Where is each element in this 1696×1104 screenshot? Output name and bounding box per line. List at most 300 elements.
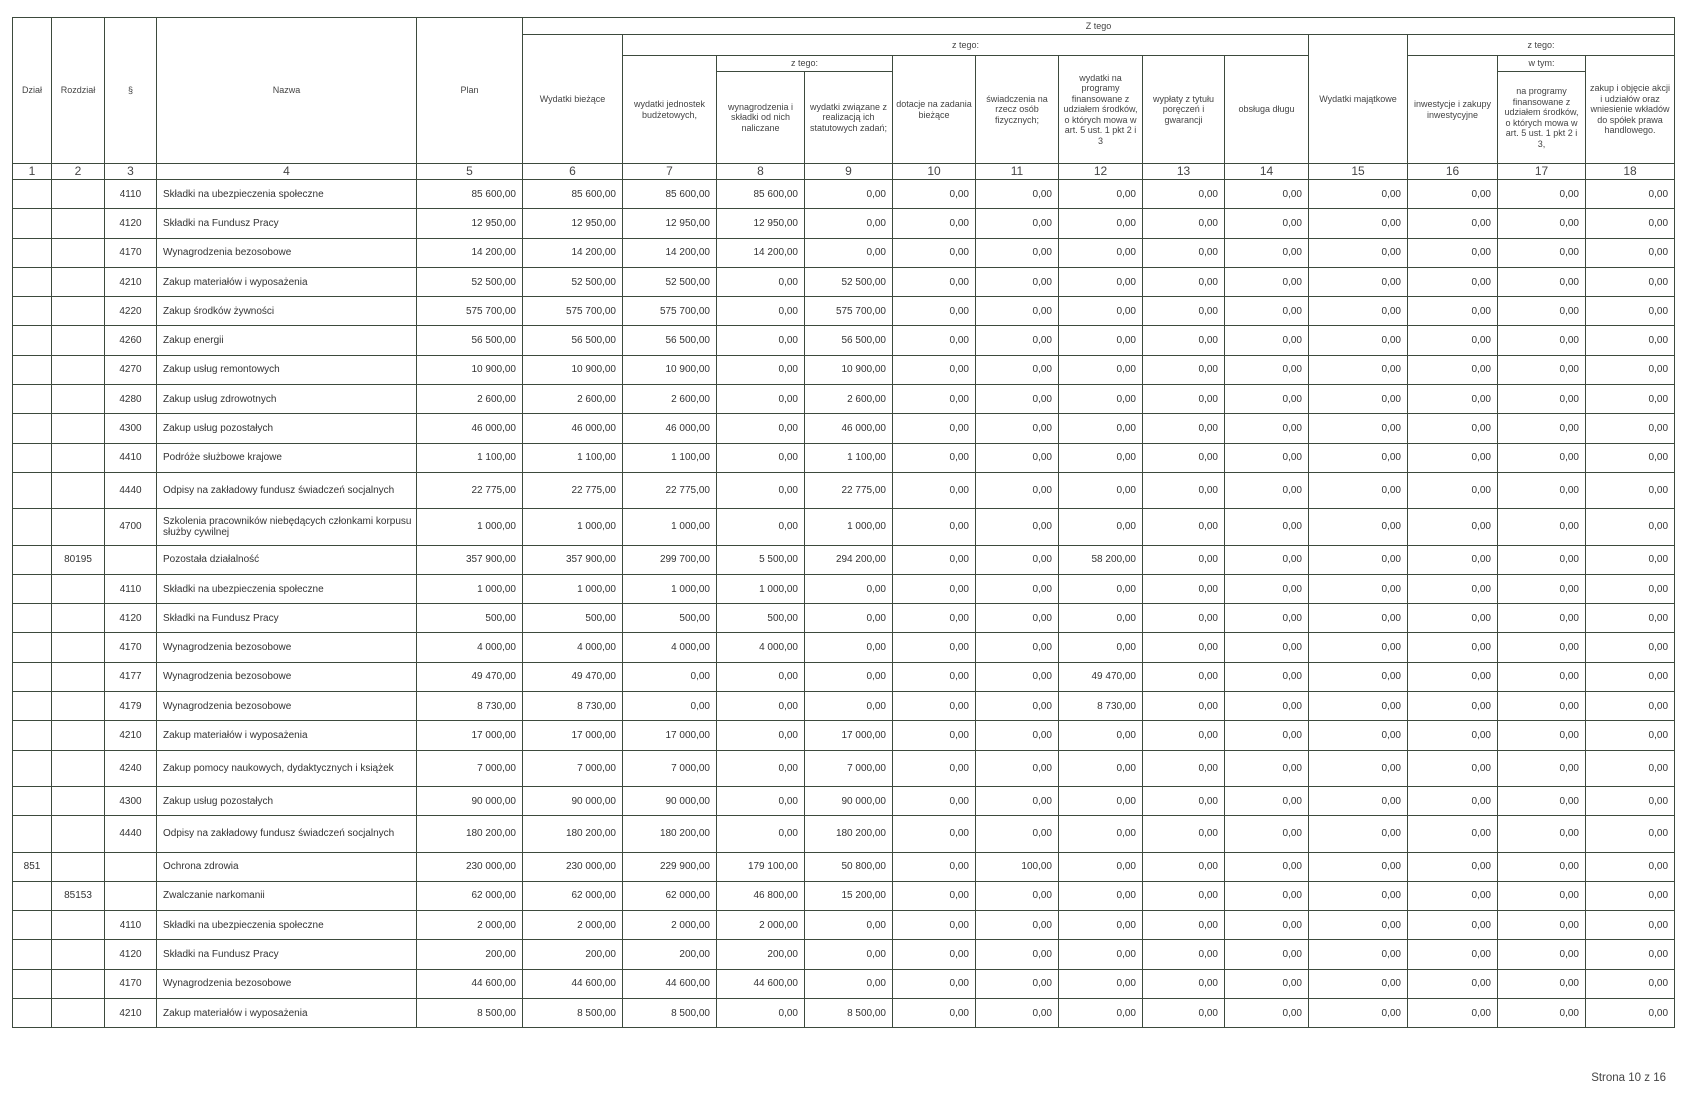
cell-amount: 100,00 [976, 852, 1059, 881]
cell-amount: 0,00 [1408, 355, 1498, 384]
cell-paragraf: 4300 [105, 786, 157, 815]
cell-dzial [13, 662, 52, 691]
cell-amount: 0,00 [1498, 414, 1586, 443]
cell-nazwa: Pozostała działalność [157, 545, 417, 574]
cell-amount: 1 000,00 [417, 574, 523, 603]
cell-amount: 0,00 [1143, 414, 1225, 443]
cell-amount: 0,00 [976, 326, 1059, 355]
cell-amount: 1 000,00 [417, 509, 523, 545]
cell-amount: 0,00 [1586, 662, 1675, 691]
cell-amount: 0,00 [976, 750, 1059, 786]
cell-amount: 0,00 [805, 911, 893, 940]
cell-dzial [13, 940, 52, 969]
cell-amount: 0,00 [1586, 574, 1675, 603]
cell-amount: 0,00 [1059, 911, 1143, 940]
cell-amount: 2 000,00 [717, 911, 805, 940]
cell-amount: 0,00 [976, 574, 1059, 603]
cell-amount: 0,00 [1586, 180, 1675, 209]
cell-amount: 0,00 [1586, 911, 1675, 940]
cell-amount: 0,00 [893, 574, 976, 603]
cell-amount: 17 000,00 [805, 721, 893, 750]
cell-amount: 10 900,00 [805, 355, 893, 384]
cell-amount: 14 200,00 [623, 238, 717, 267]
cell-dzial [13, 209, 52, 238]
cell-amount: 0,00 [1059, 604, 1143, 633]
cell-amount: 0,00 [717, 816, 805, 852]
cell-amount: 0,00 [1059, 750, 1143, 786]
cell-amount: 0,00 [1408, 385, 1498, 414]
cell-amount: 575 700,00 [417, 297, 523, 326]
cell-amount: 0,00 [976, 180, 1059, 209]
cell-dzial [13, 509, 52, 545]
cell-amount: 0,00 [1498, 692, 1586, 721]
cell-amount: 294 200,00 [805, 545, 893, 574]
cell-amount: 46 000,00 [417, 414, 523, 443]
cell-amount: 0,00 [1498, 180, 1586, 209]
cell-amount: 0,00 [893, 999, 976, 1028]
table-row [13, 604, 1675, 633]
cell-nazwa: Zakup usług remontowych [157, 355, 417, 384]
column-number: 12 [1059, 164, 1143, 180]
cell-amount: 0,00 [1143, 267, 1225, 296]
cell-amount: 0,00 [976, 509, 1059, 545]
cell-amount: 0,00 [1225, 472, 1309, 508]
cell-amount: 49 470,00 [523, 662, 623, 691]
cell-amount: 0,00 [1143, 721, 1225, 750]
table-header [13, 18, 1675, 180]
cell-amount: 0,00 [1225, 692, 1309, 721]
table-row [13, 969, 1675, 998]
cell-amount: 0,00 [1059, 786, 1143, 815]
cell-amount: 0,00 [1143, 574, 1225, 603]
cell-amount: 17 000,00 [417, 721, 523, 750]
cell-amount: 0,00 [805, 574, 893, 603]
cell-dzial [13, 443, 52, 472]
cell-amount: 0,00 [1498, 662, 1586, 691]
cell-amount: 8 730,00 [417, 692, 523, 721]
cell-amount: 2 600,00 [417, 385, 523, 414]
cell-amount: 52 500,00 [805, 267, 893, 296]
cell-amount: 0,00 [805, 692, 893, 721]
cell-amount: 0,00 [1059, 940, 1143, 969]
cell-rozdzial [52, 969, 105, 998]
cell-amount: 15 200,00 [805, 881, 893, 910]
cell-amount: 0,00 [1309, 633, 1408, 662]
table-row [13, 750, 1675, 786]
cell-dzial [13, 414, 52, 443]
cell-amount: 0,00 [1498, 999, 1586, 1028]
cell-amount: 0,00 [717, 326, 805, 355]
cell-rozdzial [52, 472, 105, 508]
cell-amount: 0,00 [1408, 414, 1498, 443]
cell-amount: 56 500,00 [417, 326, 523, 355]
header-z-tego-biezace: z tego: [623, 35, 1309, 56]
cell-amount: 0,00 [1498, 326, 1586, 355]
cell-amount: 0,00 [1498, 443, 1586, 472]
cell-amount: 44 600,00 [523, 969, 623, 998]
cell-amount: 0,00 [1309, 816, 1408, 852]
cell-paragraf: 4260 [105, 326, 157, 355]
header-wydatki-zwiazane: wydatki związane z realizacją ich statutowych zadań; [805, 72, 893, 164]
cell-amount: 0,00 [1225, 881, 1309, 910]
cell-amount: 0,00 [1143, 509, 1225, 545]
cell-amount: 0,00 [893, 852, 976, 881]
cell-amount: 0,00 [1408, 180, 1498, 209]
cell-amount: 0,00 [1498, 238, 1586, 267]
cell-amount: 0,00 [623, 662, 717, 691]
header-rozdzial: Rozdział [52, 18, 105, 164]
table-row [13, 633, 1675, 662]
header-z-tego-jednostek: z tego: [717, 56, 893, 72]
cell-amount: 229 900,00 [623, 852, 717, 881]
cell-paragraf: 4270 [105, 355, 157, 384]
cell-amount: 0,00 [893, 414, 976, 443]
cell-amount: 0,00 [1225, 750, 1309, 786]
header-z-tego-majatkowe: z tego: [1408, 35, 1675, 56]
cell-amount: 0,00 [976, 267, 1059, 296]
header-dotacje: dotacje na zadania bieżące [893, 56, 976, 164]
cell-nazwa: Składki na Fundusz Pracy [157, 604, 417, 633]
cell-nazwa: Zakup energii [157, 326, 417, 355]
cell-amount: 575 700,00 [623, 297, 717, 326]
table-row [13, 414, 1675, 443]
cell-paragraf: 4110 [105, 574, 157, 603]
cell-nazwa: Zakup materiałów i wyposażenia [157, 999, 417, 1028]
cell-nazwa: Składki na ubezpieczenia społeczne [157, 911, 417, 940]
cell-amount: 1 100,00 [523, 443, 623, 472]
cell-dzial [13, 633, 52, 662]
cell-amount: 0,00 [1309, 238, 1408, 267]
cell-amount: 49 470,00 [1059, 662, 1143, 691]
cell-amount: 0,00 [1143, 940, 1225, 969]
cell-nazwa: Wynagrodzenia bezosobowe [157, 633, 417, 662]
cell-amount: 0,00 [893, 662, 976, 691]
cell-amount: 17 000,00 [623, 721, 717, 750]
column-number: 10 [893, 164, 976, 180]
cell-rozdzial [52, 355, 105, 384]
cell-amount: 0,00 [717, 999, 805, 1028]
cell-amount: 0,00 [1143, 750, 1225, 786]
cell-amount: 0,00 [1143, 545, 1225, 574]
table-row [13, 297, 1675, 326]
cell-amount: 12 950,00 [623, 209, 717, 238]
cell-paragraf [105, 881, 157, 910]
cell-amount: 0,00 [976, 999, 1059, 1028]
cell-amount: 22 775,00 [623, 472, 717, 508]
cell-amount: 575 700,00 [523, 297, 623, 326]
cell-amount: 0,00 [717, 385, 805, 414]
cell-amount: 0,00 [1408, 545, 1498, 574]
cell-amount: 14 200,00 [523, 238, 623, 267]
cell-amount: 0,00 [1143, 297, 1225, 326]
cell-amount: 0,00 [1059, 881, 1143, 910]
cell-dzial [13, 326, 52, 355]
table-row [13, 326, 1675, 355]
cell-paragraf: 4210 [105, 267, 157, 296]
cell-amount: 0,00 [1143, 385, 1225, 414]
cell-amount: 2 600,00 [623, 385, 717, 414]
cell-amount: 0,00 [1059, 385, 1143, 414]
cell-paragraf: 4120 [105, 604, 157, 633]
cell-amount: 0,00 [1309, 443, 1408, 472]
table-body [13, 180, 1675, 1028]
cell-amount: 0,00 [893, 940, 976, 969]
cell-amount: 0,00 [1309, 721, 1408, 750]
cell-amount: 0,00 [893, 604, 976, 633]
cell-amount: 0,00 [1143, 881, 1225, 910]
cell-amount: 0,00 [893, 297, 976, 326]
cell-amount: 0,00 [717, 721, 805, 750]
cell-amount: 0,00 [623, 692, 717, 721]
cell-amount: 12 950,00 [417, 209, 523, 238]
cell-amount: 0,00 [893, 721, 976, 750]
cell-dzial: 851 [13, 852, 52, 881]
cell-amount: 56 500,00 [805, 326, 893, 355]
cell-amount: 0,00 [1586, 940, 1675, 969]
cell-amount: 0,00 [1225, 604, 1309, 633]
cell-amount: 0,00 [1225, 238, 1309, 267]
cell-amount: 230 000,00 [523, 852, 623, 881]
cell-amount: 0,00 [717, 662, 805, 691]
cell-amount: 8 500,00 [805, 999, 893, 1028]
cell-rozdzial [52, 238, 105, 267]
cell-amount: 0,00 [1498, 509, 1586, 545]
cell-nazwa: Zwalczanie narkomanii [157, 881, 417, 910]
column-number: 9 [805, 164, 893, 180]
cell-amount: 0,00 [1586, 852, 1675, 881]
cell-amount: 0,00 [1408, 238, 1498, 267]
cell-amount: 179 100,00 [717, 852, 805, 881]
cell-amount: 1 100,00 [623, 443, 717, 472]
cell-amount: 0,00 [717, 355, 805, 384]
cell-amount: 0,00 [1225, 267, 1309, 296]
cell-amount: 0,00 [976, 355, 1059, 384]
cell-amount: 52 500,00 [417, 267, 523, 296]
cell-amount: 0,00 [717, 267, 805, 296]
page-number: Strona 10 z 16 [1591, 1072, 1666, 1084]
column-number: 18 [1586, 164, 1675, 180]
column-number: 7 [623, 164, 717, 180]
cell-amount: 180 200,00 [805, 816, 893, 852]
cell-amount: 1 100,00 [417, 443, 523, 472]
cell-amount: 0,00 [1408, 969, 1498, 998]
cell-amount: 0,00 [1586, 267, 1675, 296]
cell-amount: 0,00 [1408, 721, 1498, 750]
header-z-tego: Z tego [523, 18, 1675, 35]
table-row [13, 267, 1675, 296]
cell-nazwa: Składki na ubezpieczenia społeczne [157, 574, 417, 603]
cell-paragraf [105, 545, 157, 574]
cell-amount: 0,00 [1309, 267, 1408, 296]
column-number: 14 [1225, 164, 1309, 180]
column-number: 15 [1309, 164, 1408, 180]
cell-amount: 0,00 [1225, 999, 1309, 1028]
cell-dzial [13, 545, 52, 574]
cell-amount: 0,00 [976, 662, 1059, 691]
cell-amount: 0,00 [1225, 355, 1309, 384]
cell-amount: 0,00 [893, 969, 976, 998]
cell-amount: 0,00 [893, 692, 976, 721]
cell-amount: 90 000,00 [623, 786, 717, 815]
cell-amount: 0,00 [1309, 911, 1408, 940]
cell-amount: 7 000,00 [623, 750, 717, 786]
cell-nazwa: Zakup usług zdrowotnych [157, 385, 417, 414]
table-row [13, 238, 1675, 267]
cell-amount: 0,00 [893, 443, 976, 472]
cell-amount: 0,00 [1408, 786, 1498, 815]
cell-amount: 0,00 [1143, 692, 1225, 721]
cell-amount: 0,00 [1225, 509, 1309, 545]
table-row [13, 443, 1675, 472]
cell-amount: 0,00 [1225, 443, 1309, 472]
cell-amount: 0,00 [805, 209, 893, 238]
cell-amount: 90 000,00 [417, 786, 523, 815]
cell-paragraf: 4220 [105, 297, 157, 326]
cell-amount: 0,00 [717, 692, 805, 721]
cell-amount: 0,00 [1309, 940, 1408, 969]
cell-rozdzial [52, 267, 105, 296]
cell-nazwa: Zakup środków żywności [157, 297, 417, 326]
cell-amount: 0,00 [893, 385, 976, 414]
cell-nazwa: Szkolenia pracowników niebędących członkami korpusu służby cywilnej [157, 509, 417, 545]
cell-rozdzial [52, 721, 105, 750]
cell-amount: 0,00 [1498, 385, 1586, 414]
header-plan: Plan [417, 18, 523, 164]
cell-paragraf: 4110 [105, 911, 157, 940]
cell-amount: 0,00 [1408, 816, 1498, 852]
header-dzial: Dział [13, 18, 52, 164]
cell-amount: 0,00 [1586, 355, 1675, 384]
cell-amount: 0,00 [1309, 999, 1408, 1028]
cell-amount: 500,00 [623, 604, 717, 633]
cell-amount: 0,00 [1059, 180, 1143, 209]
cell-amount: 0,00 [1498, 750, 1586, 786]
cell-amount: 2 000,00 [523, 911, 623, 940]
cell-amount: 1 100,00 [805, 443, 893, 472]
cell-amount: 0,00 [717, 414, 805, 443]
cell-nazwa: Podróże służbowe krajowe [157, 443, 417, 472]
cell-nazwa: Wynagrodzenia bezosobowe [157, 692, 417, 721]
cell-amount: 1 000,00 [717, 574, 805, 603]
cell-amount: 0,00 [976, 911, 1059, 940]
column-number: 8 [717, 164, 805, 180]
cell-rozdzial [52, 180, 105, 209]
cell-amount: 0,00 [717, 297, 805, 326]
cell-amount: 0,00 [1143, 443, 1225, 472]
cell-amount: 10 900,00 [623, 355, 717, 384]
cell-amount: 0,00 [1586, 297, 1675, 326]
cell-amount: 0,00 [1309, 574, 1408, 603]
cell-amount: 0,00 [1309, 472, 1408, 508]
cell-nazwa: Składki na ubezpieczenia społeczne [157, 180, 417, 209]
cell-amount: 85 600,00 [717, 180, 805, 209]
cell-amount: 0,00 [1408, 633, 1498, 662]
cell-amount: 17 000,00 [523, 721, 623, 750]
cell-rozdzial [52, 662, 105, 691]
cell-amount: 0,00 [1059, 209, 1143, 238]
cell-amount: 0,00 [1225, 297, 1309, 326]
cell-amount: 49 470,00 [417, 662, 523, 691]
cell-amount: 0,00 [893, 633, 976, 662]
header-zakup-akcji: zakup i objęcie akcji i udziałów oraz wniesienie wkładów do spółek prawa handlowego. [1586, 56, 1675, 164]
cell-amount: 0,00 [1408, 940, 1498, 969]
cell-paragraf: 4440 [105, 472, 157, 508]
cell-amount: 0,00 [1408, 443, 1498, 472]
cell-amount: 0,00 [1498, 355, 1586, 384]
column-number: 1 [13, 164, 52, 180]
cell-amount: 0,00 [1059, 267, 1143, 296]
table-row [13, 209, 1675, 238]
cell-amount: 44 600,00 [717, 969, 805, 998]
cell-amount: 0,00 [717, 750, 805, 786]
header-wydatki-jednostek: wydatki jednostek budżetowych, [623, 56, 717, 164]
cell-dzial [13, 180, 52, 209]
column-number: 11 [976, 164, 1059, 180]
cell-amount: 0,00 [1309, 509, 1408, 545]
column-number: 16 [1408, 164, 1498, 180]
cell-amount: 0,00 [1059, 472, 1143, 508]
cell-amount: 0,00 [717, 472, 805, 508]
cell-amount: 12 950,00 [523, 209, 623, 238]
cell-amount: 0,00 [1143, 472, 1225, 508]
cell-amount: 0,00 [1059, 414, 1143, 443]
cell-dzial [13, 911, 52, 940]
cell-amount: 0,00 [1408, 297, 1498, 326]
cell-amount: 0,00 [976, 881, 1059, 910]
cell-rozdzial [52, 574, 105, 603]
cell-amount: 180 200,00 [523, 816, 623, 852]
cell-amount: 0,00 [1143, 999, 1225, 1028]
cell-amount: 0,00 [1059, 509, 1143, 545]
table-row [13, 786, 1675, 815]
cell-amount: 85 600,00 [417, 180, 523, 209]
cell-amount: 0,00 [893, 267, 976, 296]
cell-amount: 0,00 [1498, 472, 1586, 508]
cell-amount: 7 000,00 [805, 750, 893, 786]
cell-amount: 0,00 [1059, 355, 1143, 384]
cell-amount: 0,00 [893, 238, 976, 267]
cell-amount: 0,00 [717, 509, 805, 545]
cell-dzial [13, 238, 52, 267]
cell-amount: 200,00 [523, 940, 623, 969]
cell-amount: 0,00 [1586, 385, 1675, 414]
cell-amount: 0,00 [1408, 604, 1498, 633]
cell-amount: 0,00 [1309, 881, 1408, 910]
cell-amount: 0,00 [1498, 604, 1586, 633]
cell-amount: 4 000,00 [717, 633, 805, 662]
cell-amount: 0,00 [1586, 721, 1675, 750]
cell-amount: 0,00 [1309, 969, 1408, 998]
cell-amount: 0,00 [805, 604, 893, 633]
cell-dzial [13, 786, 52, 815]
cell-rozdzial [52, 750, 105, 786]
cell-rozdzial [52, 940, 105, 969]
cell-amount: 0,00 [1586, 509, 1675, 545]
cell-amount: 0,00 [1309, 852, 1408, 881]
cell-rozdzial [52, 633, 105, 662]
cell-paragraf: 4210 [105, 999, 157, 1028]
cell-dzial [13, 297, 52, 326]
cell-amount: 0,00 [1143, 816, 1225, 852]
cell-rozdzial [52, 414, 105, 443]
table-row [13, 911, 1675, 940]
cell-amount: 0,00 [1408, 852, 1498, 881]
cell-amount: 0,00 [893, 209, 976, 238]
cell-amount: 8 500,00 [417, 999, 523, 1028]
cell-amount: 22 775,00 [417, 472, 523, 508]
column-number: 2 [52, 164, 105, 180]
table-row [13, 385, 1675, 414]
